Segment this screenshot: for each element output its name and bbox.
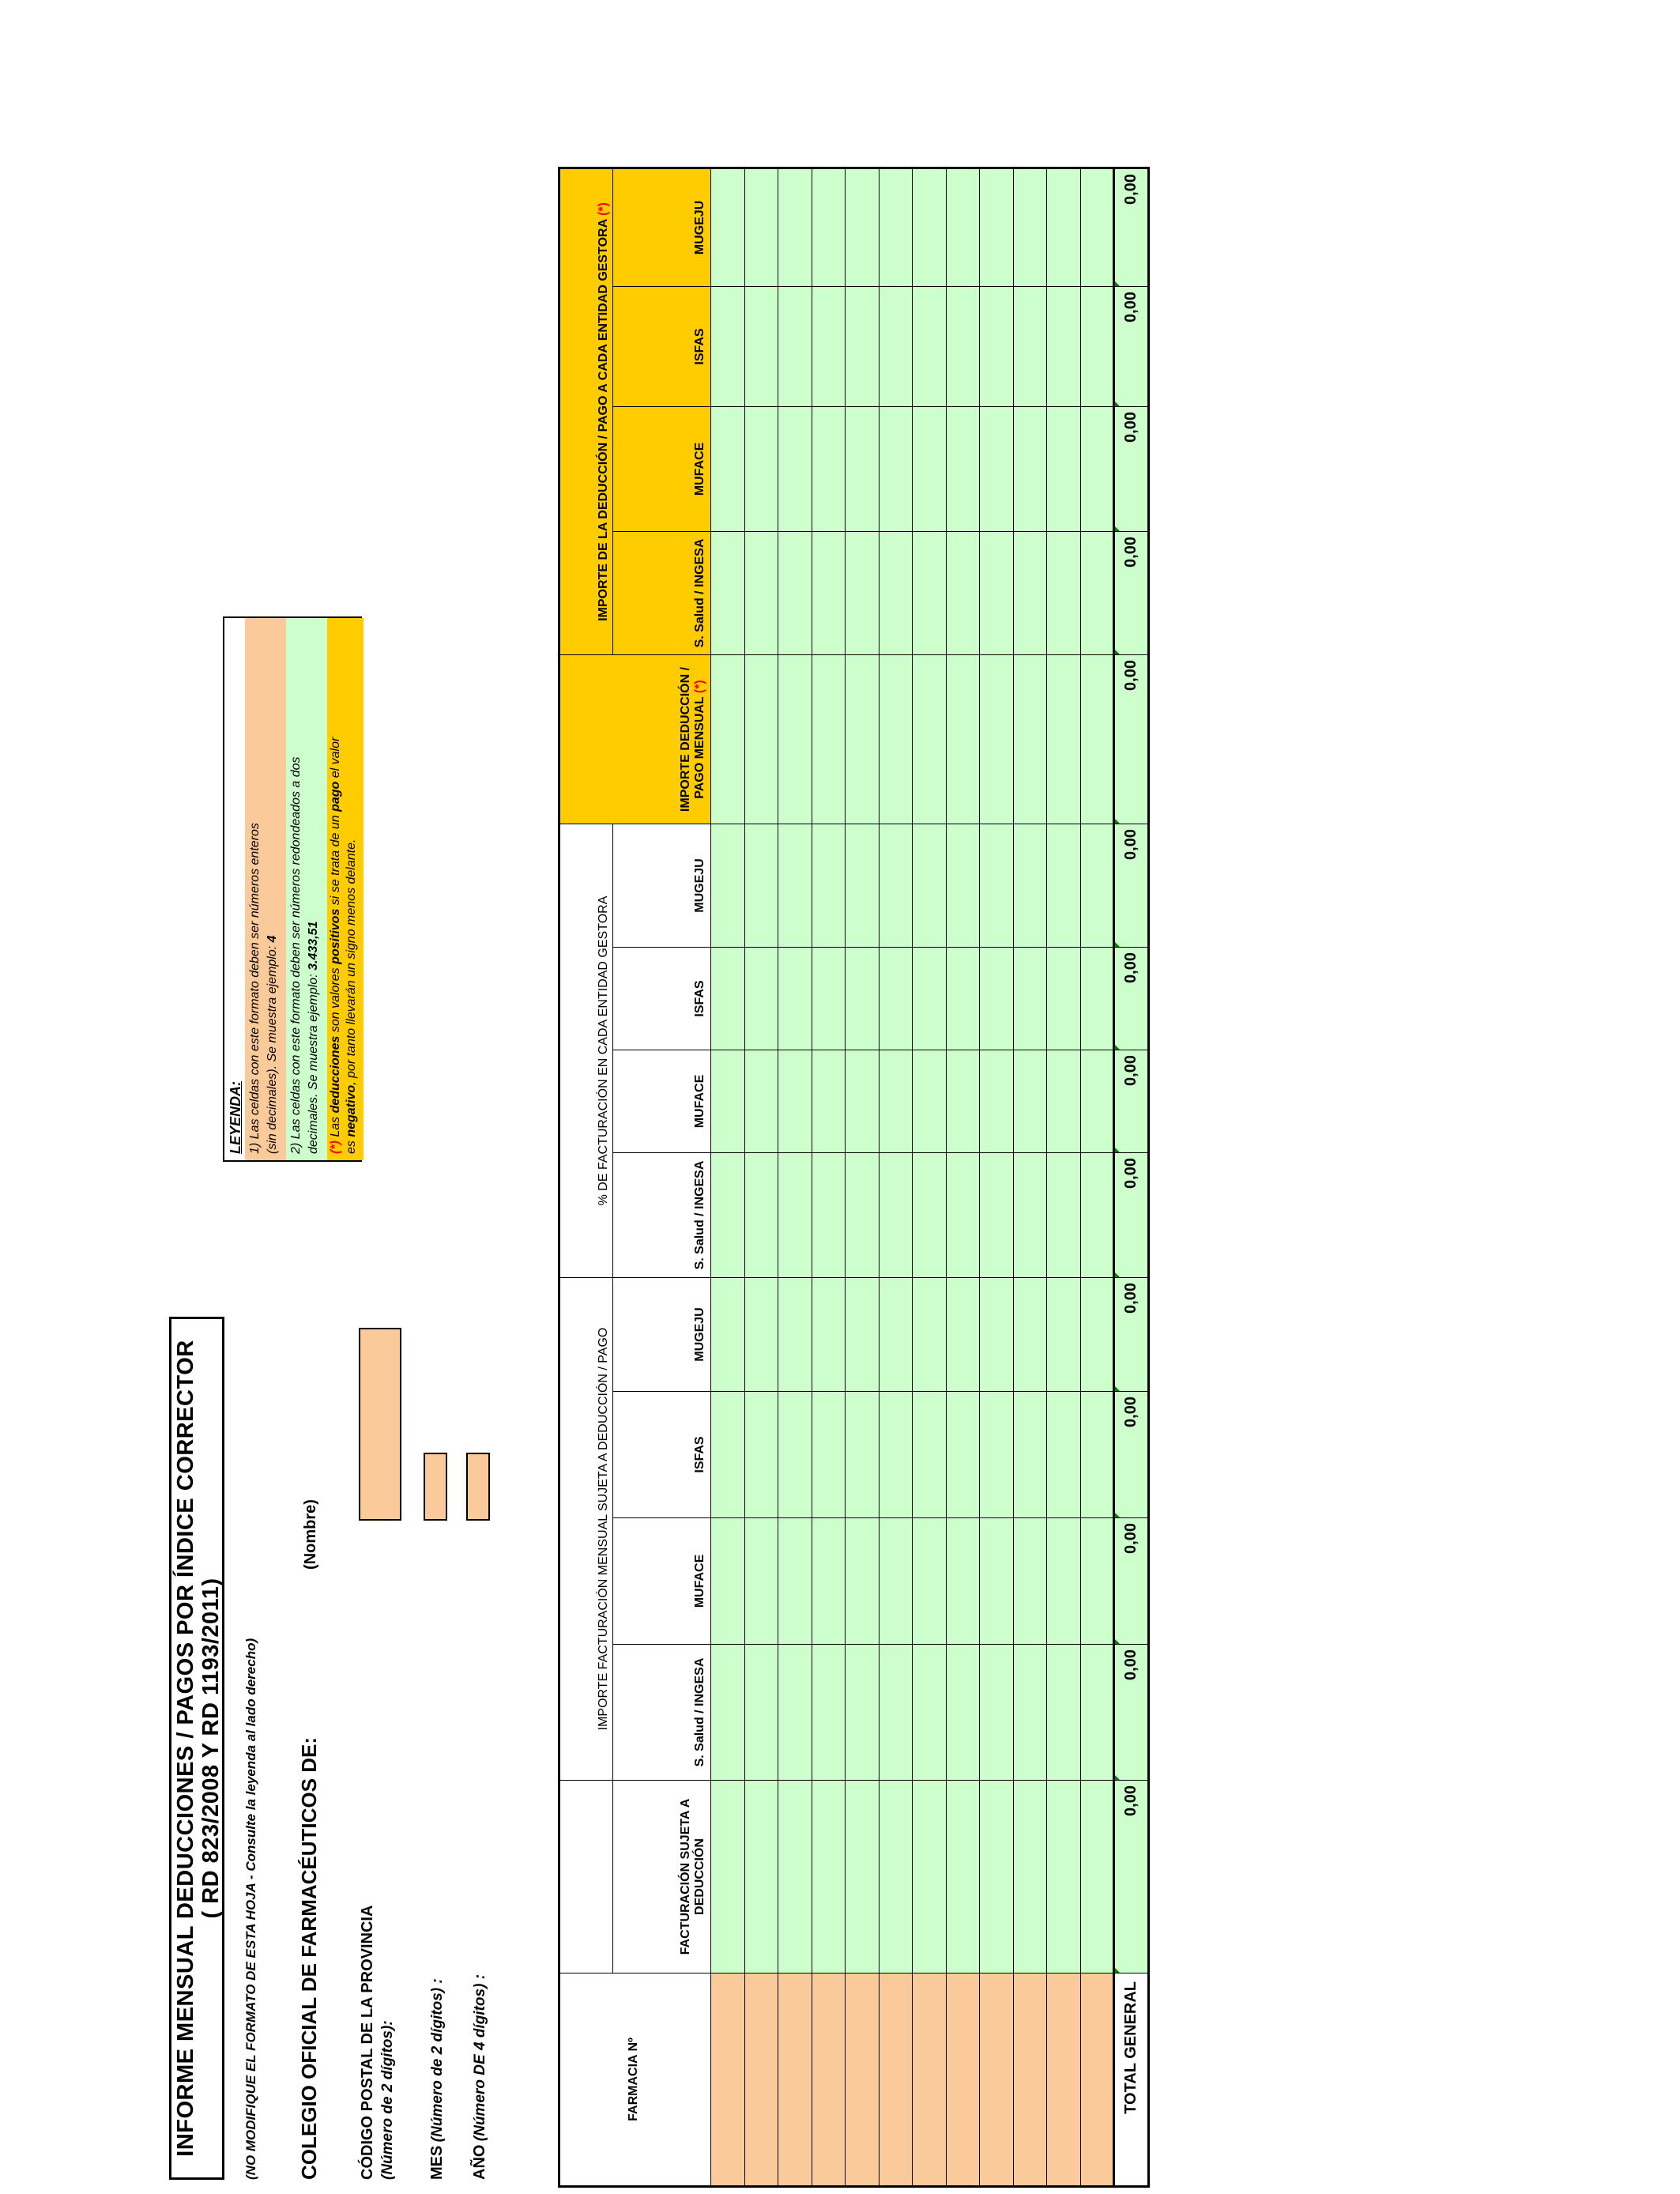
mes-input[interactable] <box>424 1453 447 1521</box>
col-pct-mugeju-header: MUGEJU <box>613 824 711 948</box>
value-cell[interactable] <box>744 1153 778 1278</box>
value-cell[interactable] <box>711 1153 745 1278</box>
total-value: 0,00 <box>1114 824 1149 948</box>
header-group-row <box>559 168 613 2187</box>
table-row <box>913 168 947 2187</box>
table-row <box>1047 168 1081 2187</box>
value-cell[interactable] <box>980 655 1014 824</box>
value-cell[interactable] <box>980 407 1014 532</box>
value-cell[interactable] <box>812 287 846 407</box>
legend-item2-line1: 2) Las celdas con este formato deben ser números redondeados a dos <box>289 756 303 1154</box>
value-cell[interactable] <box>980 532 1014 655</box>
group-entidad-header <box>559 168 613 655</box>
value-cell[interactable] <box>778 1153 812 1278</box>
value-cell[interactable] <box>1047 655 1081 824</box>
value-cell[interactable] <box>913 407 947 532</box>
table-row <box>846 168 880 2187</box>
value-cell[interactable] <box>744 168 778 287</box>
value-cell[interactable] <box>711 1392 745 1518</box>
value-cell[interactable] <box>946 1392 980 1518</box>
value-cell[interactable] <box>1047 1153 1081 1278</box>
value-cell[interactable] <box>913 824 947 948</box>
value-cell[interactable] <box>913 1392 947 1518</box>
value-cell[interactable] <box>711 948 745 1050</box>
value-cell[interactable] <box>1013 1781 1047 1973</box>
value-cell[interactable] <box>1013 1518 1047 1645</box>
table-body <box>711 168 1149 2187</box>
farmacia-cell[interactable] <box>744 1973 778 2187</box>
mes-label-row <box>428 1978 446 2180</box>
value-cell[interactable] <box>946 1153 980 1278</box>
value-cell[interactable] <box>711 655 745 824</box>
farmacia-cell[interactable] <box>846 1973 880 2187</box>
value-cell[interactable] <box>711 1050 745 1153</box>
value-cell[interactable] <box>744 1050 778 1153</box>
value-cell[interactable] <box>812 1050 846 1153</box>
value-cell[interactable] <box>1047 407 1081 532</box>
value-cell[interactable] <box>778 1645 812 1781</box>
value-cell[interactable] <box>744 948 778 1050</box>
value-cell[interactable] <box>744 1781 778 1973</box>
value-cell[interactable] <box>778 824 812 948</box>
value-cell[interactable] <box>1080 1153 1114 1278</box>
value-cell[interactable] <box>1080 407 1114 532</box>
deductions-table <box>558 167 1150 2188</box>
anio-hint: (Número DE 4 dígitos) : <box>472 1973 488 2142</box>
table-row <box>744 168 778 2187</box>
legend-item1-line2: (sin decimales). Se muestra ejemplo: 4 <box>266 935 279 1154</box>
farmacia-cell[interactable] <box>1047 1973 1081 2187</box>
value-cell[interactable] <box>946 824 980 948</box>
legend-deduction-note <box>327 618 363 1160</box>
value-cell[interactable] <box>879 1153 913 1278</box>
value-cell[interactable] <box>879 655 913 824</box>
value-cell[interactable] <box>744 1518 778 1645</box>
total-value: 0,00 <box>1114 1645 1149 1781</box>
value-cell[interactable] <box>913 1050 947 1153</box>
value-cell[interactable] <box>778 168 812 287</box>
value-cell[interactable] <box>1013 287 1047 407</box>
total-value: 0,00 <box>1114 1050 1149 1153</box>
col-pct-s-salud-ingesa-header: S. Salud / INGESA <box>613 1153 711 1278</box>
table-row <box>711 168 745 2187</box>
value-cell[interactable] <box>1080 287 1114 407</box>
value-cell[interactable] <box>846 1153 880 1278</box>
legend-item1-line1: 1) Las celdas con este formato deben ser números enteros <box>248 823 262 1154</box>
value-cell[interactable] <box>980 287 1014 407</box>
group-pct-header: % DE FACTURACIÓN EN CADA ENTIDAD GESTORA <box>559 824 613 1278</box>
value-cell[interactable] <box>879 1278 913 1392</box>
col-importe-mugeju-header: MUGEJU <box>613 1278 711 1392</box>
legend-decimal-format <box>286 618 327 1160</box>
colegio-name-hint: (Nombre) <box>302 1499 319 1570</box>
value-cell[interactable] <box>846 532 880 655</box>
value-cell[interactable] <box>812 168 846 287</box>
report-title-box <box>169 1317 224 2180</box>
table-row <box>812 168 846 2187</box>
value-cell[interactable] <box>778 532 812 655</box>
value-cell[interactable] <box>744 824 778 948</box>
col-importe-muface-header: MUFACE <box>613 1518 711 1645</box>
value-cell[interactable] <box>778 1781 812 1973</box>
value-cell[interactable] <box>879 532 913 655</box>
value-cell[interactable] <box>812 1278 846 1392</box>
value-cell[interactable] <box>946 1645 980 1781</box>
value-cell[interactable] <box>946 287 980 407</box>
value-cell[interactable] <box>846 1781 880 1973</box>
mes-label: MES <box>428 2145 446 2180</box>
value-cell[interactable] <box>879 1518 913 1645</box>
value-cell[interactable] <box>879 168 913 287</box>
value-cell[interactable] <box>1013 655 1047 824</box>
value-cell[interactable] <box>744 532 778 655</box>
value-cell[interactable] <box>946 168 980 287</box>
value-cell[interactable] <box>879 824 913 948</box>
legend-title: LEYENDA: <box>228 1080 243 1154</box>
deduction-star: (*) <box>693 680 706 694</box>
value-cell[interactable] <box>744 1392 778 1518</box>
col-entidad-isfas-header: ISFAS <box>613 287 711 407</box>
cp-hint: (Número de 2 dígitos): <box>379 2020 396 2180</box>
col-facturacion-header: FACTURACIÓN SUJETA A DEDUCCIÓN <box>613 1781 711 1973</box>
total-value: 0,00 <box>1114 532 1149 655</box>
value-cell[interactable] <box>744 407 778 532</box>
value-cell[interactable] <box>879 1050 913 1153</box>
value-cell[interactable] <box>913 1645 947 1781</box>
value-cell[interactable] <box>812 1392 846 1518</box>
value-cell[interactable] <box>778 655 812 824</box>
total-row <box>1114 168 1149 2187</box>
col-entidad-s-salud-ingesa-header: S. Salud / INGESA <box>613 532 711 655</box>
value-cell[interactable] <box>711 168 745 287</box>
col-importe-isfas-header: ISFAS <box>613 1392 711 1518</box>
value-cell[interactable] <box>1080 1050 1114 1153</box>
col-farmacia-header: FARMACIA Nº <box>559 1973 711 2187</box>
value-cell[interactable] <box>946 1518 980 1645</box>
colegio-label: COLEGIO OFICIAL DE FARMACÉUTICOS DE: <box>297 1737 321 2180</box>
group-entidad-label: IMPORTE DE LA DEDUCCIÓN / PAGO A CADA ENTIDAD GESTORA <box>597 219 610 621</box>
value-cell[interactable] <box>1080 1278 1114 1392</box>
group-importe-header: IMPORTE FACTURACIÓN MENSUAL SUJETA A DEDUCCIÓN / PAGO <box>559 1278 613 1781</box>
total-value: 0,00 <box>1114 1153 1149 1278</box>
value-cell[interactable] <box>846 1050 880 1153</box>
value-cell[interactable] <box>913 1278 947 1392</box>
value-cell[interactable] <box>778 1392 812 1518</box>
value-cell[interactable] <box>1080 1518 1114 1645</box>
value-cell[interactable] <box>913 1518 947 1645</box>
value-cell[interactable] <box>812 948 846 1050</box>
value-cell[interactable] <box>812 1153 846 1278</box>
total-value: 0,00 <box>1114 948 1149 1050</box>
value-cell[interactable] <box>778 1050 812 1153</box>
value-cell[interactable] <box>980 1518 1014 1645</box>
farmacia-cell[interactable] <box>711 1973 745 2187</box>
value-cell[interactable] <box>846 1645 880 1781</box>
total-value: 0,00 <box>1114 1518 1149 1645</box>
value-cell[interactable] <box>846 1392 880 1518</box>
col-entidad-muface-header: MUFACE <box>613 407 711 532</box>
farmacia-cell[interactable] <box>913 1973 947 2187</box>
value-cell[interactable] <box>1080 1645 1114 1781</box>
legend-box <box>223 616 362 1162</box>
value-cell[interactable] <box>846 655 880 824</box>
value-cell[interactable] <box>744 1645 778 1781</box>
value-cell[interactable] <box>1013 1392 1047 1518</box>
value-cell[interactable] <box>778 1518 812 1645</box>
value-cell[interactable] <box>980 1278 1014 1392</box>
value-cell[interactable] <box>913 655 947 824</box>
value-cell[interactable] <box>946 532 980 655</box>
value-cell[interactable] <box>879 1392 913 1518</box>
value-cell[interactable] <box>711 1278 745 1392</box>
value-cell[interactable] <box>913 168 947 287</box>
value-cell[interactable] <box>1013 1278 1047 1392</box>
entidad-star: (*) <box>597 202 610 216</box>
value-cell[interactable] <box>1013 1153 1047 1278</box>
value-cell[interactable] <box>913 532 947 655</box>
legend-item3-line1: (*) Las deducciones son valores positivos si se trata de un pago el valor <box>329 737 342 1154</box>
value-cell[interactable] <box>744 1278 778 1392</box>
value-cell[interactable] <box>812 532 846 655</box>
value-cell[interactable] <box>812 1645 846 1781</box>
farmacia-cell[interactable] <box>946 1973 980 2187</box>
value-cell[interactable] <box>913 287 947 407</box>
value-cell[interactable] <box>980 168 1014 287</box>
total-value: 0,00 <box>1114 1278 1149 1392</box>
value-cell[interactable] <box>1080 168 1114 287</box>
col-importe-s-salud-ingesa-header: S. Salud / INGESA <box>613 1645 711 1781</box>
value-cell[interactable] <box>913 1781 947 1973</box>
col-importe-deduccion-header <box>559 655 711 824</box>
value-cell[interactable] <box>980 1050 1014 1153</box>
total-value: 0,00 <box>1114 655 1149 824</box>
value-cell[interactable] <box>846 168 880 287</box>
value-cell[interactable] <box>778 1278 812 1392</box>
anio-label: AÑO <box>471 2144 488 2180</box>
value-cell[interactable] <box>711 1645 745 1781</box>
value-cell[interactable] <box>1080 655 1114 824</box>
value-cell[interactable] <box>1013 1645 1047 1781</box>
legend-decimal-example: 3.433,51 <box>307 921 320 971</box>
total-value: 0,00 <box>1114 168 1149 287</box>
value-cell[interactable] <box>913 1153 947 1278</box>
value-cell[interactable] <box>812 1518 846 1645</box>
total-value: 0,00 <box>1114 287 1149 407</box>
total-value: 0,00 <box>1114 407 1149 532</box>
value-cell[interactable] <box>846 1278 880 1392</box>
table-row <box>946 168 980 2187</box>
value-cell[interactable] <box>946 1050 980 1153</box>
value-cell[interactable] <box>1047 1645 1081 1781</box>
value-cell[interactable] <box>946 655 980 824</box>
table-row <box>778 168 812 2187</box>
value-cell[interactable] <box>913 948 947 1050</box>
value-cell[interactable] <box>980 1645 1014 1781</box>
farmacia-cell[interactable] <box>1080 1973 1114 2187</box>
value-cell[interactable] <box>946 948 980 1050</box>
value-cell[interactable] <box>1047 1781 1081 1973</box>
table-row <box>879 168 913 2187</box>
value-cell[interactable] <box>1047 1392 1081 1518</box>
anio-label-row <box>471 1974 489 2180</box>
value-cell[interactable] <box>711 287 745 407</box>
farmacia-cell[interactable] <box>1013 1973 1047 2187</box>
value-cell[interactable] <box>1013 407 1047 532</box>
value-cell[interactable] <box>1080 948 1114 1050</box>
value-cell[interactable] <box>711 1518 745 1645</box>
value-cell[interactable] <box>879 287 913 407</box>
value-cell[interactable] <box>980 1153 1014 1278</box>
value-cell[interactable] <box>846 1518 880 1645</box>
value-cell[interactable] <box>846 287 880 407</box>
value-cell[interactable] <box>846 407 880 532</box>
value-cell[interactable] <box>711 1781 745 1973</box>
value-cell[interactable] <box>946 407 980 532</box>
value-cell[interactable] <box>1013 532 1047 655</box>
value-cell[interactable] <box>778 287 812 407</box>
legend-integer-format <box>245 618 286 1160</box>
value-cell[interactable] <box>946 1781 980 1973</box>
col-pct-muface-header: MUFACE <box>613 1050 711 1153</box>
total-value: 0,00 <box>1114 1781 1149 1973</box>
value-cell[interactable] <box>1047 168 1081 287</box>
anio-input[interactable] <box>466 1453 490 1521</box>
value-cell[interactable] <box>778 407 812 532</box>
value-cell[interactable] <box>812 407 846 532</box>
farmacia-cell[interactable] <box>879 1973 913 2187</box>
value-cell[interactable] <box>812 655 846 824</box>
legend-item3-line2: es negativo, por tanto llevarán un signo menos delante. <box>345 839 358 1154</box>
farmacia-cell[interactable] <box>812 1973 846 2187</box>
table-row <box>1013 168 1047 2187</box>
value-cell[interactable] <box>711 824 745 948</box>
table-row <box>1080 168 1114 2187</box>
format-note: (NO MODIFIQUE EL FORMATO DE ESTA HOJA - Consulte la leyenda al lado derecho) <box>243 1638 258 2180</box>
value-cell[interactable] <box>879 1645 913 1781</box>
value-cell[interactable] <box>711 532 745 655</box>
value-cell[interactable] <box>879 1781 913 1973</box>
col-importe-deduccion-label: IMPORTE DEDUCCIÓN / PAGO MENSUAL <box>679 666 706 812</box>
value-cell[interactable] <box>812 1781 846 1973</box>
header-row <box>613 168 711 2187</box>
value-cell[interactable] <box>1013 948 1047 1050</box>
report-subtitle: ( RD 823/2008 Y RD 1193/2011) <box>198 1578 224 1919</box>
cp-input[interactable] <box>359 1328 401 1521</box>
value-cell[interactable] <box>1013 168 1047 287</box>
value-cell[interactable] <box>980 1781 1014 1973</box>
farmacia-cell[interactable] <box>778 1973 812 2187</box>
value-cell[interactable] <box>1047 824 1081 948</box>
total-value: 0,00 <box>1114 1392 1149 1518</box>
value-cell[interactable] <box>711 407 745 532</box>
value-cell[interactable] <box>1013 1050 1047 1153</box>
legend-integer-example: 4 <box>266 935 279 943</box>
value-cell[interactable] <box>1047 1278 1081 1392</box>
value-cell[interactable] <box>1047 287 1081 407</box>
value-cell[interactable] <box>879 407 913 532</box>
header-spacer <box>559 1781 613 1973</box>
value-cell[interactable] <box>846 948 880 1050</box>
table-row <box>980 168 1014 2187</box>
value-cell[interactable] <box>1047 948 1081 1050</box>
value-cell[interactable] <box>946 1278 980 1392</box>
value-cell[interactable] <box>744 287 778 407</box>
value-cell[interactable] <box>1047 1050 1081 1153</box>
col-pct-isfas-header: ISFAS <box>613 948 711 1050</box>
report-title: INFORME MENSUAL DEDUCCIONES / PAGOS POR ÍNDICE CORRECTOR <box>173 1340 198 2157</box>
value-cell[interactable] <box>846 824 880 948</box>
value-cell[interactable] <box>879 948 913 1050</box>
value-cell[interactable] <box>812 824 846 948</box>
farmacia-cell[interactable] <box>980 1973 1014 2187</box>
value-cell[interactable] <box>1080 824 1114 948</box>
value-cell[interactable] <box>980 824 1014 948</box>
value-cell[interactable] <box>980 1392 1014 1518</box>
value-cell[interactable] <box>1013 824 1047 948</box>
cp-label: CÓDIGO POSTAL DE LA PROVINCIA <box>359 1905 376 2180</box>
value-cell[interactable] <box>980 948 1014 1050</box>
mes-hint: (Número de 2 dígitos) : <box>429 1978 446 2143</box>
legend-item2-line2: decimales. Se muestra ejemplo: 3.433,51 <box>307 921 320 1154</box>
value-cell[interactable] <box>1080 532 1114 655</box>
value-cell[interactable] <box>744 655 778 824</box>
total-label: TOTAL GENERAL <box>1114 1973 1149 2187</box>
value-cell[interactable] <box>1047 532 1081 655</box>
value-cell[interactable] <box>1080 1781 1114 1973</box>
value-cell[interactable] <box>1080 1392 1114 1518</box>
value-cell[interactable] <box>778 948 812 1050</box>
value-cell[interactable] <box>1047 1518 1081 1645</box>
col-entidad-mugeju-header: MUGEJU <box>613 168 711 287</box>
